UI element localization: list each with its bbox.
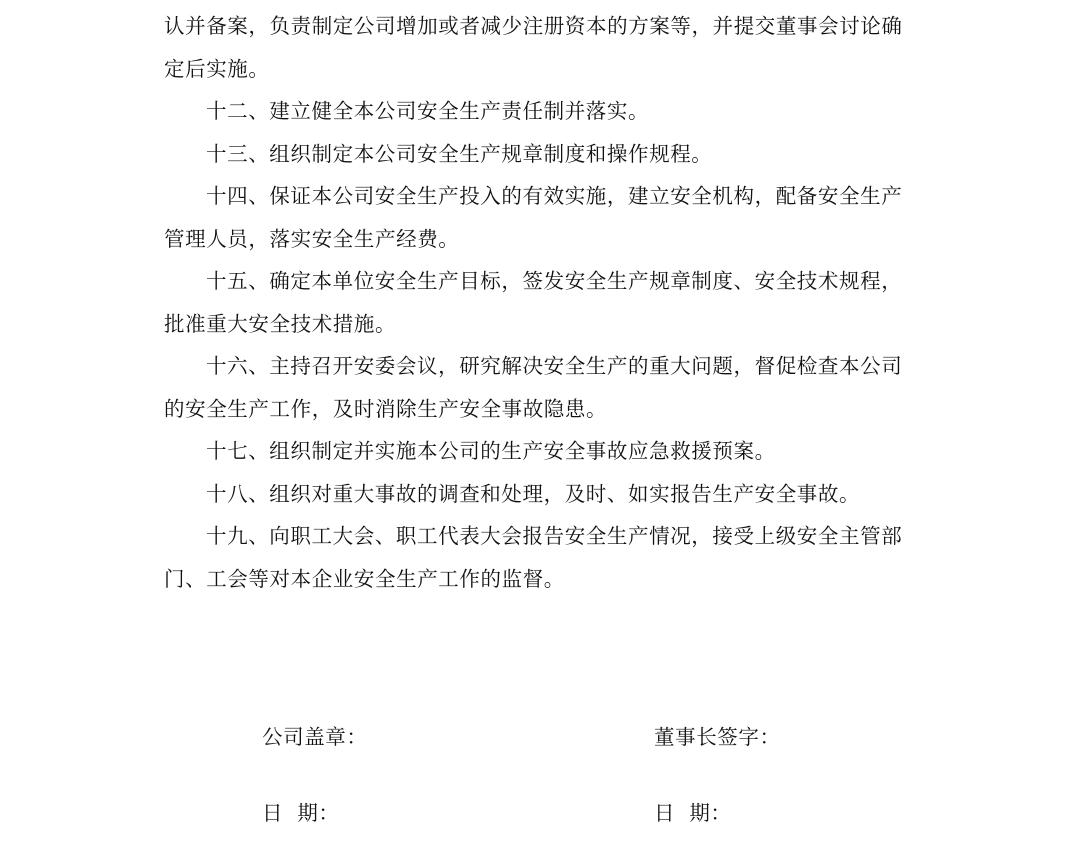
clause-18: 十八、组织对重大事故的调查和处理，及时、如实报告生产安全事故。 — [206, 481, 861, 506]
chairman-signature-label: 董事长签字： — [654, 725, 781, 749]
clause-14-line-2: 管理人员，落实安全生产经费。 — [164, 226, 460, 251]
clause-16-line-2: 的安全生产工作，及时消除生产安全事故隐患。 — [164, 396, 608, 421]
clause-17: 十七、组织制定并实施本公司的生产安全事故应急救援预案。 — [206, 439, 776, 463]
company-seal-label: 公司盖章： — [262, 725, 368, 749]
text-line-2: 定后实施。 — [164, 56, 270, 81]
clause-15-line-1: 十五、确定本单位安全生产目标，签发安全生产规章制度、安全技术规程， — [206, 269, 903, 293]
text-line-1: 认并备案，负责制定公司增加或者减少注册资本的方案等，并提交董事会讨论确 — [164, 14, 903, 38]
clause-19-line-1: 十九、向职工大会、职工代表大会报告安全生产情况，接受上级安全主管部 — [206, 524, 903, 548]
date-label-left: 日 期： — [262, 801, 340, 825]
clause-13: 十三、组织制定本公司安全生产规章制度和操作规程。 — [206, 141, 713, 166]
clause-15-line-2: 批准重大安全技术措施。 — [164, 311, 397, 336]
clause-16-line-1: 十六、主持召开安委会议，研究解决安全生产的重大问题，督促检查本公司 — [206, 354, 903, 378]
clause-14-line-1: 十四、保证本公司安全生产投入的有效实施，建立安全机构，配备安全生产 — [206, 184, 903, 208]
clause-12: 十二、建立健全本公司安全生产责任制并落实。 — [206, 99, 650, 123]
date-label-right: 日 期： — [654, 801, 732, 825]
document-body — [164, 5, 924, 600]
clause-19-line-2: 门、工会等对本企业安全生产工作的监督。 — [164, 566, 565, 591]
